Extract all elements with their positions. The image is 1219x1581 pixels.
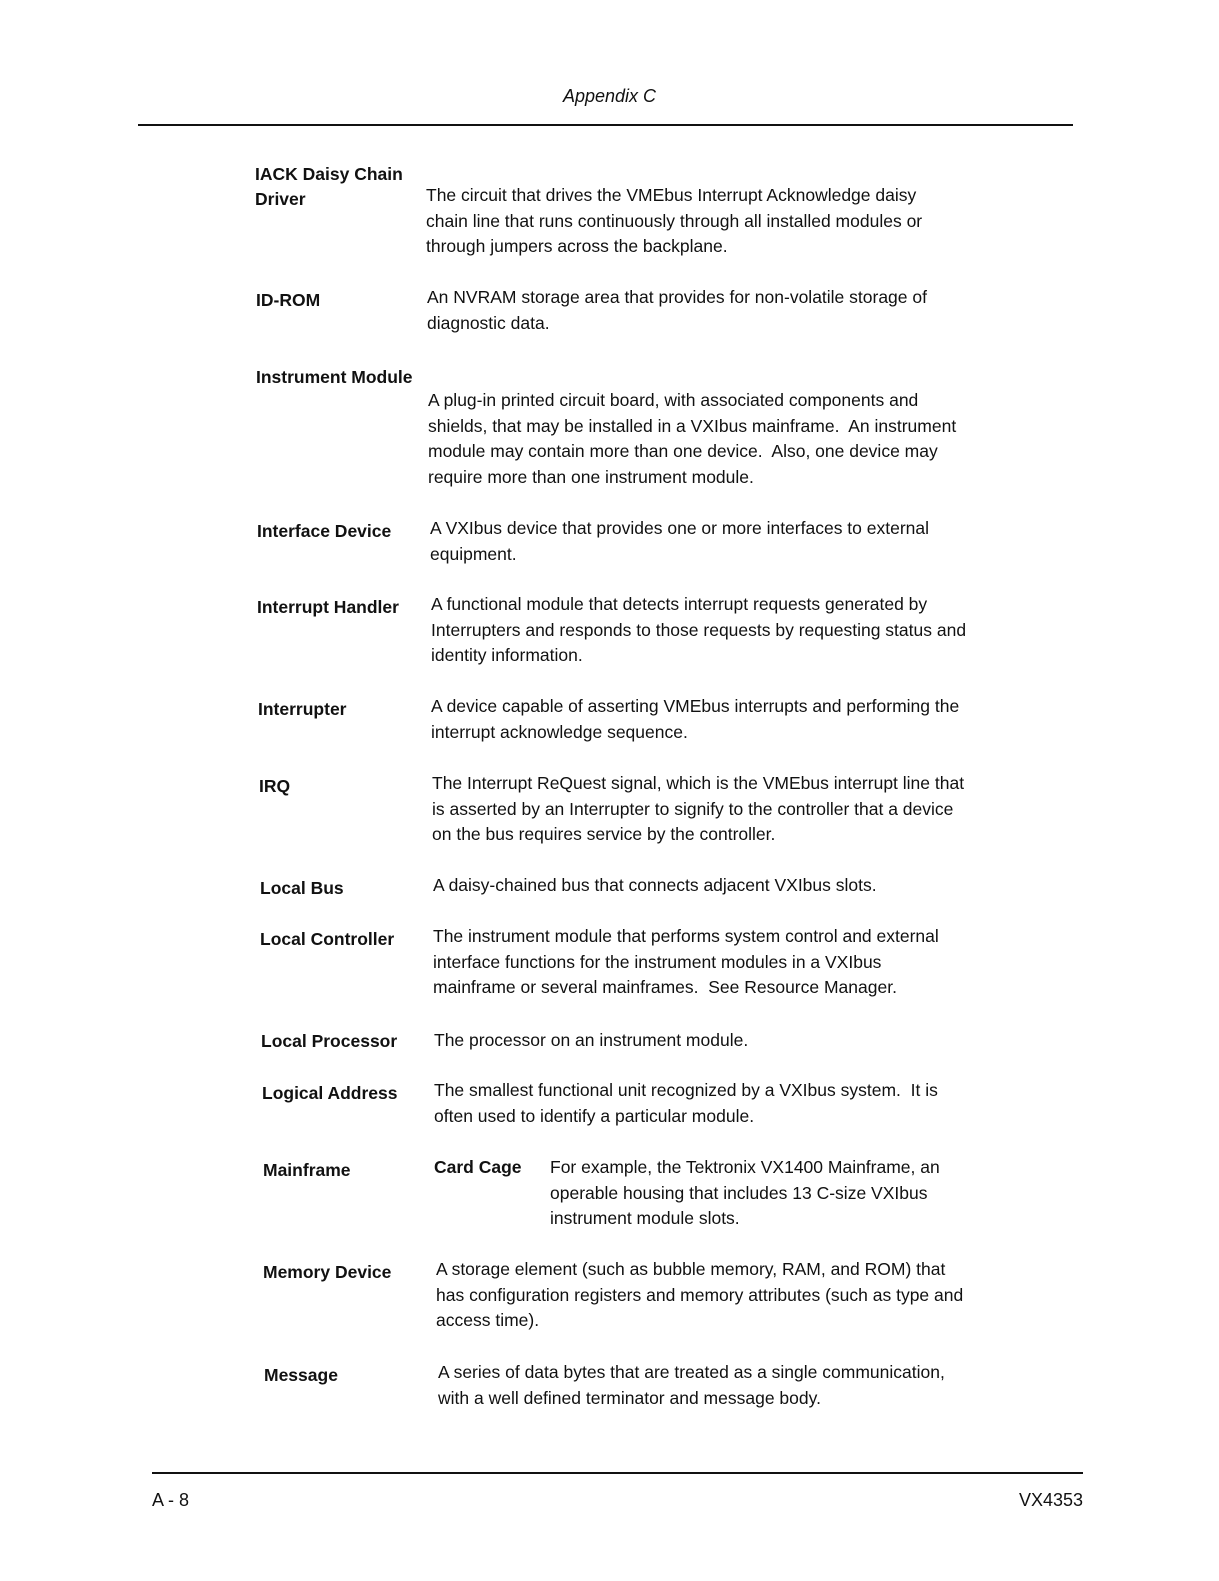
definition-line: The Interrupt ReQuest signal, which is the VMEbus interrupt line that [432,773,965,793]
term-line: Interface Device [257,521,392,541]
glossary-term [255,162,403,212]
definition-line: operable housing that includes 13 C-size VXIbus [550,1182,928,1203]
definition-line: often used to identify a particular module. [434,1105,755,1126]
term-line: Logical Address [262,1083,398,1103]
term-line: IRQ [259,776,291,796]
glossary-subterm: Card Cage [434,1157,522,1177]
definition-line: with a well defined terminator and message body. [438,1387,821,1408]
definition-line: shields, that may be installed in a VXIbus mainframe. An instrument [428,415,957,436]
footer-rule [152,1472,1083,1474]
definition-line: identity information. [431,645,583,665]
glossary-term [258,697,346,722]
glossary-term [263,1158,351,1183]
glossary-term [263,1260,391,1285]
definition-line: The smallest functional unit recognized by a VXIbus system. It is [434,1080,938,1100]
header-rule [138,124,1073,126]
definition-line: module may contain more than one device. Also, one device may [428,441,938,461]
term-line: Message [264,1365,338,1385]
definition-line: The circuit that drives the VMEbus Interrupt Acknowledge daisy [426,185,917,205]
glossary-definition [434,1028,1084,1054]
term-line: Instrument Module [256,367,413,387]
header-title: Appendix C [562,86,657,106]
glossary-definition [550,1155,1200,1232]
glossary-definition [434,1078,1084,1129]
glossary-term [257,595,399,620]
definition-line: access time). [436,1310,540,1330]
term-line: Mainframe [263,1160,351,1180]
definition-line: The processor on an instrument module. [434,1030,749,1050]
term-line: Local Processor [261,1031,398,1051]
definition-line: A storage element (such as bubble memory, RAM, and ROM) that [436,1259,946,1279]
glossary-term [256,288,320,313]
definition-line: A functional module that detects interrupt requests generated by [431,594,928,614]
definition-line: chain line that runs continuously through all installed modules or [426,210,923,231]
glossary-definition [433,873,1083,899]
glossary-term [260,927,394,952]
definition-line: instrument module slots. [550,1208,740,1228]
glossary-definition [431,694,1081,745]
glossary-definition [436,1257,1086,1334]
definition-line: on the bus requires service by the controller. [432,824,776,844]
definition-line: through jumpers across the backplane. [426,236,728,256]
definition-line: A series of data bytes that are treated as a single communication, [438,1362,945,1382]
definition-line: Interrupters and responds to those requests by requesting status and [431,619,967,640]
glossary-definition [438,1360,1088,1411]
glossary-definition [426,183,1076,260]
term-line: IACK Daisy Chain [255,164,403,184]
definition-line: require more than one instrument module. [428,466,754,487]
definition-line: equipment. [430,543,517,564]
glossary-definition [428,388,1078,490]
definition-line: mainframe or several mainframes. See Resource Manager. [433,977,897,997]
glossary-term [262,1081,398,1106]
definition-line: is asserted by an Interrupter to signify to the controller that a device [432,798,954,819]
definition-line: A daisy-chained bus that connects adjacent VXIbus slots. [433,875,877,895]
glossary-definition [427,285,1077,336]
definition-line: For example, the Tektronix VX1400 Mainframe, an [550,1157,940,1177]
definition-line: interrupt acknowledge sequence. [431,721,688,742]
term-line: Driver [255,189,306,209]
definition-line: interface functions for the instrument modules in a VXIbus [433,951,882,972]
term-line: Local Controller [260,929,395,949]
definition-line: A plug-in printed circuit board, with associated components and [428,390,919,410]
definition-line: A device capable of asserting VMEbus interrupts and performing the [431,696,960,716]
definition-line: The instrument module that performs system control and external [433,926,939,946]
glossary-definition [432,771,1082,848]
definition-line: diagnostic data. [427,312,550,333]
glossary-term [261,1029,397,1054]
glossary-definition [430,516,1080,567]
term-line: Interrupter [258,699,347,719]
glossary-term [257,519,391,544]
glossary-term [260,876,344,901]
definition-line: A VXIbus device that provides one or more interfaces to external [430,518,930,538]
definition-line: has configuration registers and memory attributes (such as type and [436,1284,964,1305]
glossary-definition [433,924,1083,1001]
glossary-term [264,1363,338,1388]
glossary-term [256,365,413,390]
term-line: Memory Device [263,1262,392,1282]
term-line: Local Bus [260,878,344,898]
page-number: A - 8 [152,1490,190,1510]
glossary-term [259,774,290,799]
term-line: Interrupt Handler [257,597,399,617]
glossary-definition [431,592,1081,669]
definition-line: An NVRAM storage area that provides for non-volatile storage of [427,287,927,307]
term-line: ID-ROM [256,290,321,310]
document-id: VX4353 [1018,1490,1083,1510]
